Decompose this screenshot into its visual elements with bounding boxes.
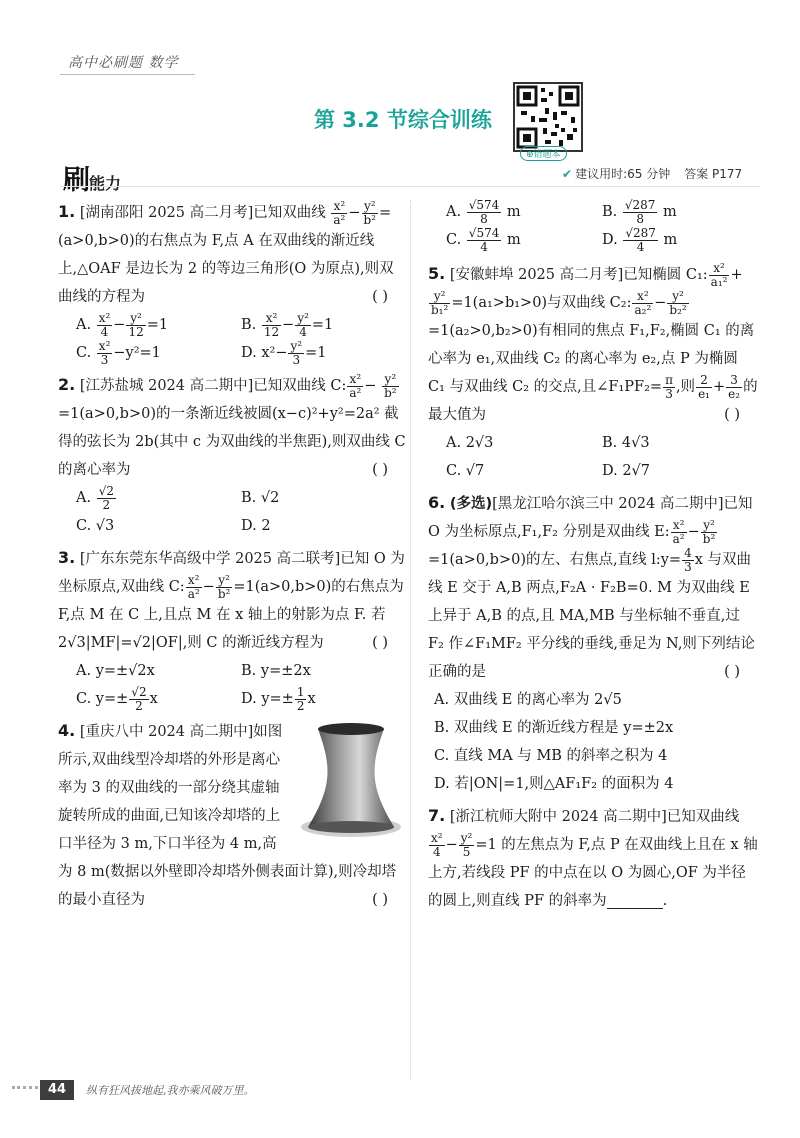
header-divider: [60, 186, 760, 187]
checkmark-icon: ✔: [562, 167, 573, 181]
option-b[interactable]: B. √2: [241, 490, 280, 506]
question-text: 如图所示,双曲线型冷却塔的外形是离心率为 3 的双曲线的一部分绕其虚轴旋转所成的曲面,已知该冷却塔的上口半径为 3 m,下口半径为 4 m,高为 8 m(数据以外壁即冷却塔外侧表面计算),则冷却塔的最小直径为: [58, 724, 397, 908]
question-source: [浙江杭师大附中 2024 高二期中]: [449, 809, 667, 825]
option-b[interactable]: B. y=±2x: [241, 663, 311, 679]
question-number: 1.: [58, 202, 76, 221]
question-text: =1(a>0,b>0)的一条渐近线被圆(x−c)²+y²=2a² 截得的弦长为 2b(其中 c 为双曲线的半焦距),则双曲线 C 的离心率为: [58, 406, 406, 478]
option-d[interactable]: D. 2√7: [602, 463, 651, 479]
question-text: x 与双曲线 E 交于 A,B 两点,F₂A · F₂B=0. M 为双曲线 E 上异于 A,B 的点,且 MA,MB 与坐标轴不垂直,过 F₂ 作∠F₁MF₂ 平分线的垂线,垂足为 N,则下列结论正确的是: [428, 552, 755, 680]
question-1: 1. [湖南邵阳 2025 高二月考]已知双曲线 $\frac{\text{x²}}{\text{a²}}$ − $\frac{\text{y²}}{\text{b²}}$ = (a>0,b>0)的右焦点为 F,点 A 在双曲线的渐近线上,△OAF 是边长为 2 的等边三角形(O 为原点),则双曲线的方程为 ( ) A. $\frac{\text{x²}}{4}$ − $\frac{\text{y²}}{12}$ =1 B. $\frac{\text{x²}}{12}$ − $\frac{\text{y²}}{4}$ =1 C. $\frac{\text{x²}}{3}$ −y²=1 D. x²− $\frac{\text{y²}}{3}$ =1: [58, 198, 406, 367]
question-text: (a>0,b>0)的右焦点为 F,点 A 在双曲线的渐近线上,△OAF 是边长为 2 的等边三角形(O 为原点),则双曲线的方程为: [58, 233, 394, 305]
qr-code[interactable]: [513, 82, 583, 152]
section-title: 第 3.2 节综合训练: [314, 108, 492, 132]
multi-select-tag: (多选): [449, 496, 493, 512]
question-source: [黑龙江哈尔滨三中 2024 高二期中]: [492, 496, 724, 512]
question-7: 7. [浙江杭师大附中 2024 高二期中]已知双曲线 $\frac{\text{x²}}{4}$ − $\frac{\text{y²}}{5}$ =1 的左焦点为 F,点 P 在双曲线上且在 x 轴上方,若线段 PF 的中点在以 O 为圆心,OF 为半径的圆上,则直线 PF 的斜率为 .: [428, 806, 758, 909]
option-a[interactable]: A. y=±√2x: [76, 663, 155, 679]
question-6: 6. (多选)[黑龙江哈尔滨三中 2024 高二期中]已知 O 为坐标原点,F₁,F₂ 分别是双曲线 E: $\frac{\text{x²}}{\text{a²}}$ − $\frac{\text{y²}}{\text{b²}}$ =1(a>0,b>0)的左、右焦点,直线 l:y= $\frac{4}{3}$ x 与双曲线 E 交于 A,B 两点,F₂A · F₂B=0. M 为双曲线 E 上异于 A,B 的点,且 MA,MB 与坐标轴不垂直,过 F₂ 作∠F₁MF₂ 平分线的垂线,垂足为 N,则下列结论正确的是 ( ) A. 双曲线 E 的离心率为 2√5 B. 双曲线 E 的渐近线方程是 y=±2x C. 直线 MA 与 MB 的斜率之积为 4 D. 若|ON|=1,则△AF₁F₂ 的面积为 4: [428, 489, 758, 798]
ability-label: 能力: [89, 174, 122, 193]
ability-heading: [63, 158, 121, 197]
answer-paren[interactable]: ( ): [372, 462, 388, 478]
options: [76, 484, 406, 540]
question-4: [58, 717, 406, 914]
question-4-options: [446, 198, 758, 254]
options: [446, 429, 758, 485]
question-3: 3. [广东东莞东华高级中学 2025 高二联考]已知 O 为坐标原点,双曲线 C: $\frac{\text{x²}}{\text{a²}}$ − $\frac{\text{y²}}{\text{b²}}$ =1(a>0,b>0)的右焦点为 F,点 M 在 C 上,且点 M 在 x 轴上的射影为点 F. 若 2√3|MF|=√2|OF|,则 C 的渐近线方程为 ( ) A. y=±√2x B. y=±2x C. y=± $\frac{√2}{2}$ x D. y=± $\frac{1}{2}$ x: [58, 548, 405, 713]
option-c[interactable]: C. y=± $\frac{√2}{2}$ x: [76, 684, 158, 713]
question-number: 5.: [428, 264, 446, 283]
study-hint: [562, 165, 742, 182]
option-d[interactable]: D. x²− $\frac{\text{y²}}{3}$ =1: [241, 338, 327, 367]
option-a[interactable]: A. 2√3: [446, 435, 494, 451]
page-number: 44: [40, 1080, 74, 1100]
answer-paren[interactable]: ( ): [724, 407, 740, 423]
cooling-tower-figure: [296, 719, 406, 847]
answer-blank[interactable]: [607, 894, 663, 909]
option-d[interactable]: D. $\frac{√287}{4}$ m: [602, 225, 678, 254]
question-text: =1(a₁>b₁>0)与双曲线 C₂:: [451, 295, 632, 311]
question-source: [湖南邵阳 2025 高二月考]: [79, 205, 254, 221]
footer-dots: [12, 1086, 38, 1089]
option-a[interactable]: A. 双曲线 E 的离心率为 2√5: [434, 692, 622, 708]
options: [76, 657, 406, 713]
question-2: 2. [江苏盐城 2024 高二期中]已知双曲线 C: $\frac{\text{x²}}{\text{a²}}$ − $\frac{\text{y²}}{\text{b²}}$ =1(a>0,b>0)的一条渐近线被圆(x−c)²+y²=2a² 截得的弦长为 2b(其中 c 为双曲线的半焦距),则双曲线 C 的离心率为 ( ) A. $\frac{√2}{2}$ B. √2 C. √3 D. 2: [58, 371, 406, 540]
fraction: $\frac{\text{y²}}{\text{b²}}$: [363, 198, 376, 227]
question-number: 6.: [428, 493, 446, 512]
option-c[interactable]: C. $\frac{\text{x²}}{3}$ −y²=1: [76, 338, 161, 367]
answer-paren[interactable]: ( ): [372, 635, 388, 651]
question-5: 5. [安徽蚌埠 2025 高二月考]已知椭圆 C₁: $\frac{\text{x²}}{\text{a₁²}}$ + $\frac{\text{y²}}{\text{b₁²}}$ =1(a₁>b₁>0)与双曲线 C₂: $\frac{\text{x²}}{\text{a₂²}}$ − $\frac{\text{y²}}{\text{b₂²}}$ =1(a₂>0,b₂>0)有相同的焦点 F₁,F₂,椭圆 C₁ 的离心率为 e₁,双曲线 C₂ 的离心率为 e₂,点 P 为椭圆 C₁ 与双曲线 C₂ 的交点,且∠F₁PF₂= $\frac{\pi}{3}$ ,则 $\frac{2}{\text{e₁}}$ + $\frac{3}{\text{e₂}}$ 的最大值为 ( ) A. 2√3 B. 4√3 C. √7 D. 2√7: [428, 260, 758, 485]
running-head-rule: [60, 74, 195, 75]
answer-paren[interactable]: ( ): [372, 289, 388, 305]
question-number: 3.: [58, 548, 76, 567]
question-number: 2.: [58, 375, 76, 394]
option-a[interactable]: A. $\frac{√2}{2}$: [76, 483, 114, 512]
footer-quote: 纵有狂风拔地起,我亦乘风破万里。: [86, 1084, 255, 1097]
question-text: 已知椭圆 C₁:: [623, 267, 708, 283]
option-a[interactable]: A. $\frac{\text{x²}}{4}$ − $\frac{\text{y²}}{12}$ =1: [76, 310, 169, 339]
ability-big-char: 刷: [63, 165, 89, 196]
option-c[interactable]: C. √3: [76, 518, 115, 534]
option-c[interactable]: C. 直线 MA 与 MB 的斜率之积为 4: [434, 748, 668, 764]
question-text: 已知 O 为坐标原点,双曲线 C:: [58, 551, 405, 595]
wrong-question-book-label[interactable]: ⊕错题本: [520, 146, 567, 161]
question-text: =1(a>0,b>0)的左、右焦点,直线 l:y=: [428, 552, 682, 568]
question-text: =1(a₂>0,b₂>0)有相同的焦点 F₁,F₂,椭圆 C₁ 的离心率为 e₁,双曲线 C₂ 的离心率为 e₂,点 P 为椭圆 C₁ 与双曲线 C₂ 的交点,且∠F₁PF₂=: [428, 323, 755, 395]
question-text: 已知双曲线: [253, 205, 331, 221]
running-head: 高中必刷题 数学: [68, 55, 179, 71]
option-b[interactable]: B. $\frac{\text{x²}}{12}$ − $\frac{\text{y²}}{4}$ =1: [241, 310, 334, 339]
question-text: =1(a>0,b>0)的右焦点为 F,点 M 在 C 上,且点 M 在 x 轴上的射影为点 F. 若 2√3|MF|=√2|OF|,则 C 的渐近线方程为: [58, 579, 404, 651]
option-d[interactable]: D. y=± $\frac{1}{2}$ x: [241, 684, 316, 713]
option-c[interactable]: C. $\frac{√574}{4}$ m: [446, 225, 521, 254]
right-column: [428, 198, 758, 919]
option-a[interactable]: A. $\frac{√574}{8}$ m: [446, 197, 521, 226]
option-d[interactable]: D. 2: [241, 518, 271, 534]
option-b[interactable]: B. 双曲线 E 的渐近线方程是 y=±2x: [434, 720, 674, 736]
suggested-time: 建议用时:65 分钟: [575, 167, 671, 181]
question-number: 4.: [58, 721, 76, 740]
question-text: 的最大值为: [428, 379, 758, 423]
answer-ref: 答案 P177: [684, 167, 743, 181]
options: [76, 311, 406, 367]
option-b[interactable]: B. $\frac{√287}{8}$ m: [602, 197, 677, 226]
column-divider: [410, 200, 411, 1080]
option-c[interactable]: C. √7: [446, 463, 485, 479]
question-source: [安徽蚌埠 2025 高二月考]: [449, 267, 624, 283]
answer-paren[interactable]: ( ): [372, 892, 388, 908]
answer-paren[interactable]: ( ): [724, 664, 740, 680]
left-column: [58, 198, 406, 918]
question-number: 7.: [428, 806, 446, 825]
question-text: =1 的左焦点为 F,点 P 在双曲线上且在 x 轴上方,若线段 PF 的中点在以 O 为圆心,OF 为半径的圆上,则直线 PF 的斜率为: [428, 837, 758, 909]
question-source: [重庆八中 2024 高二期中]: [79, 724, 254, 740]
question-source: [广东东莞东华高级中学 2025 高二联考]: [79, 551, 341, 567]
question-source: [江苏盐城 2024 高二期中]: [79, 378, 254, 394]
option-b[interactable]: B. 4√3: [602, 435, 650, 451]
question-text: 已知双曲线: [666, 809, 740, 825]
option-d[interactable]: D. 若|ON|=1,则△AF₁F₂ 的面积为 4: [434, 776, 674, 792]
fraction: $\frac{\text{x²}}{\text{a²}}$: [333, 198, 346, 227]
question-text: 已知 O 为坐标原点,F₁,F₂ 分别是双曲线 E:: [428, 496, 753, 540]
options: [434, 686, 758, 798]
question-text: 已知双曲线 C:: [253, 378, 347, 394]
